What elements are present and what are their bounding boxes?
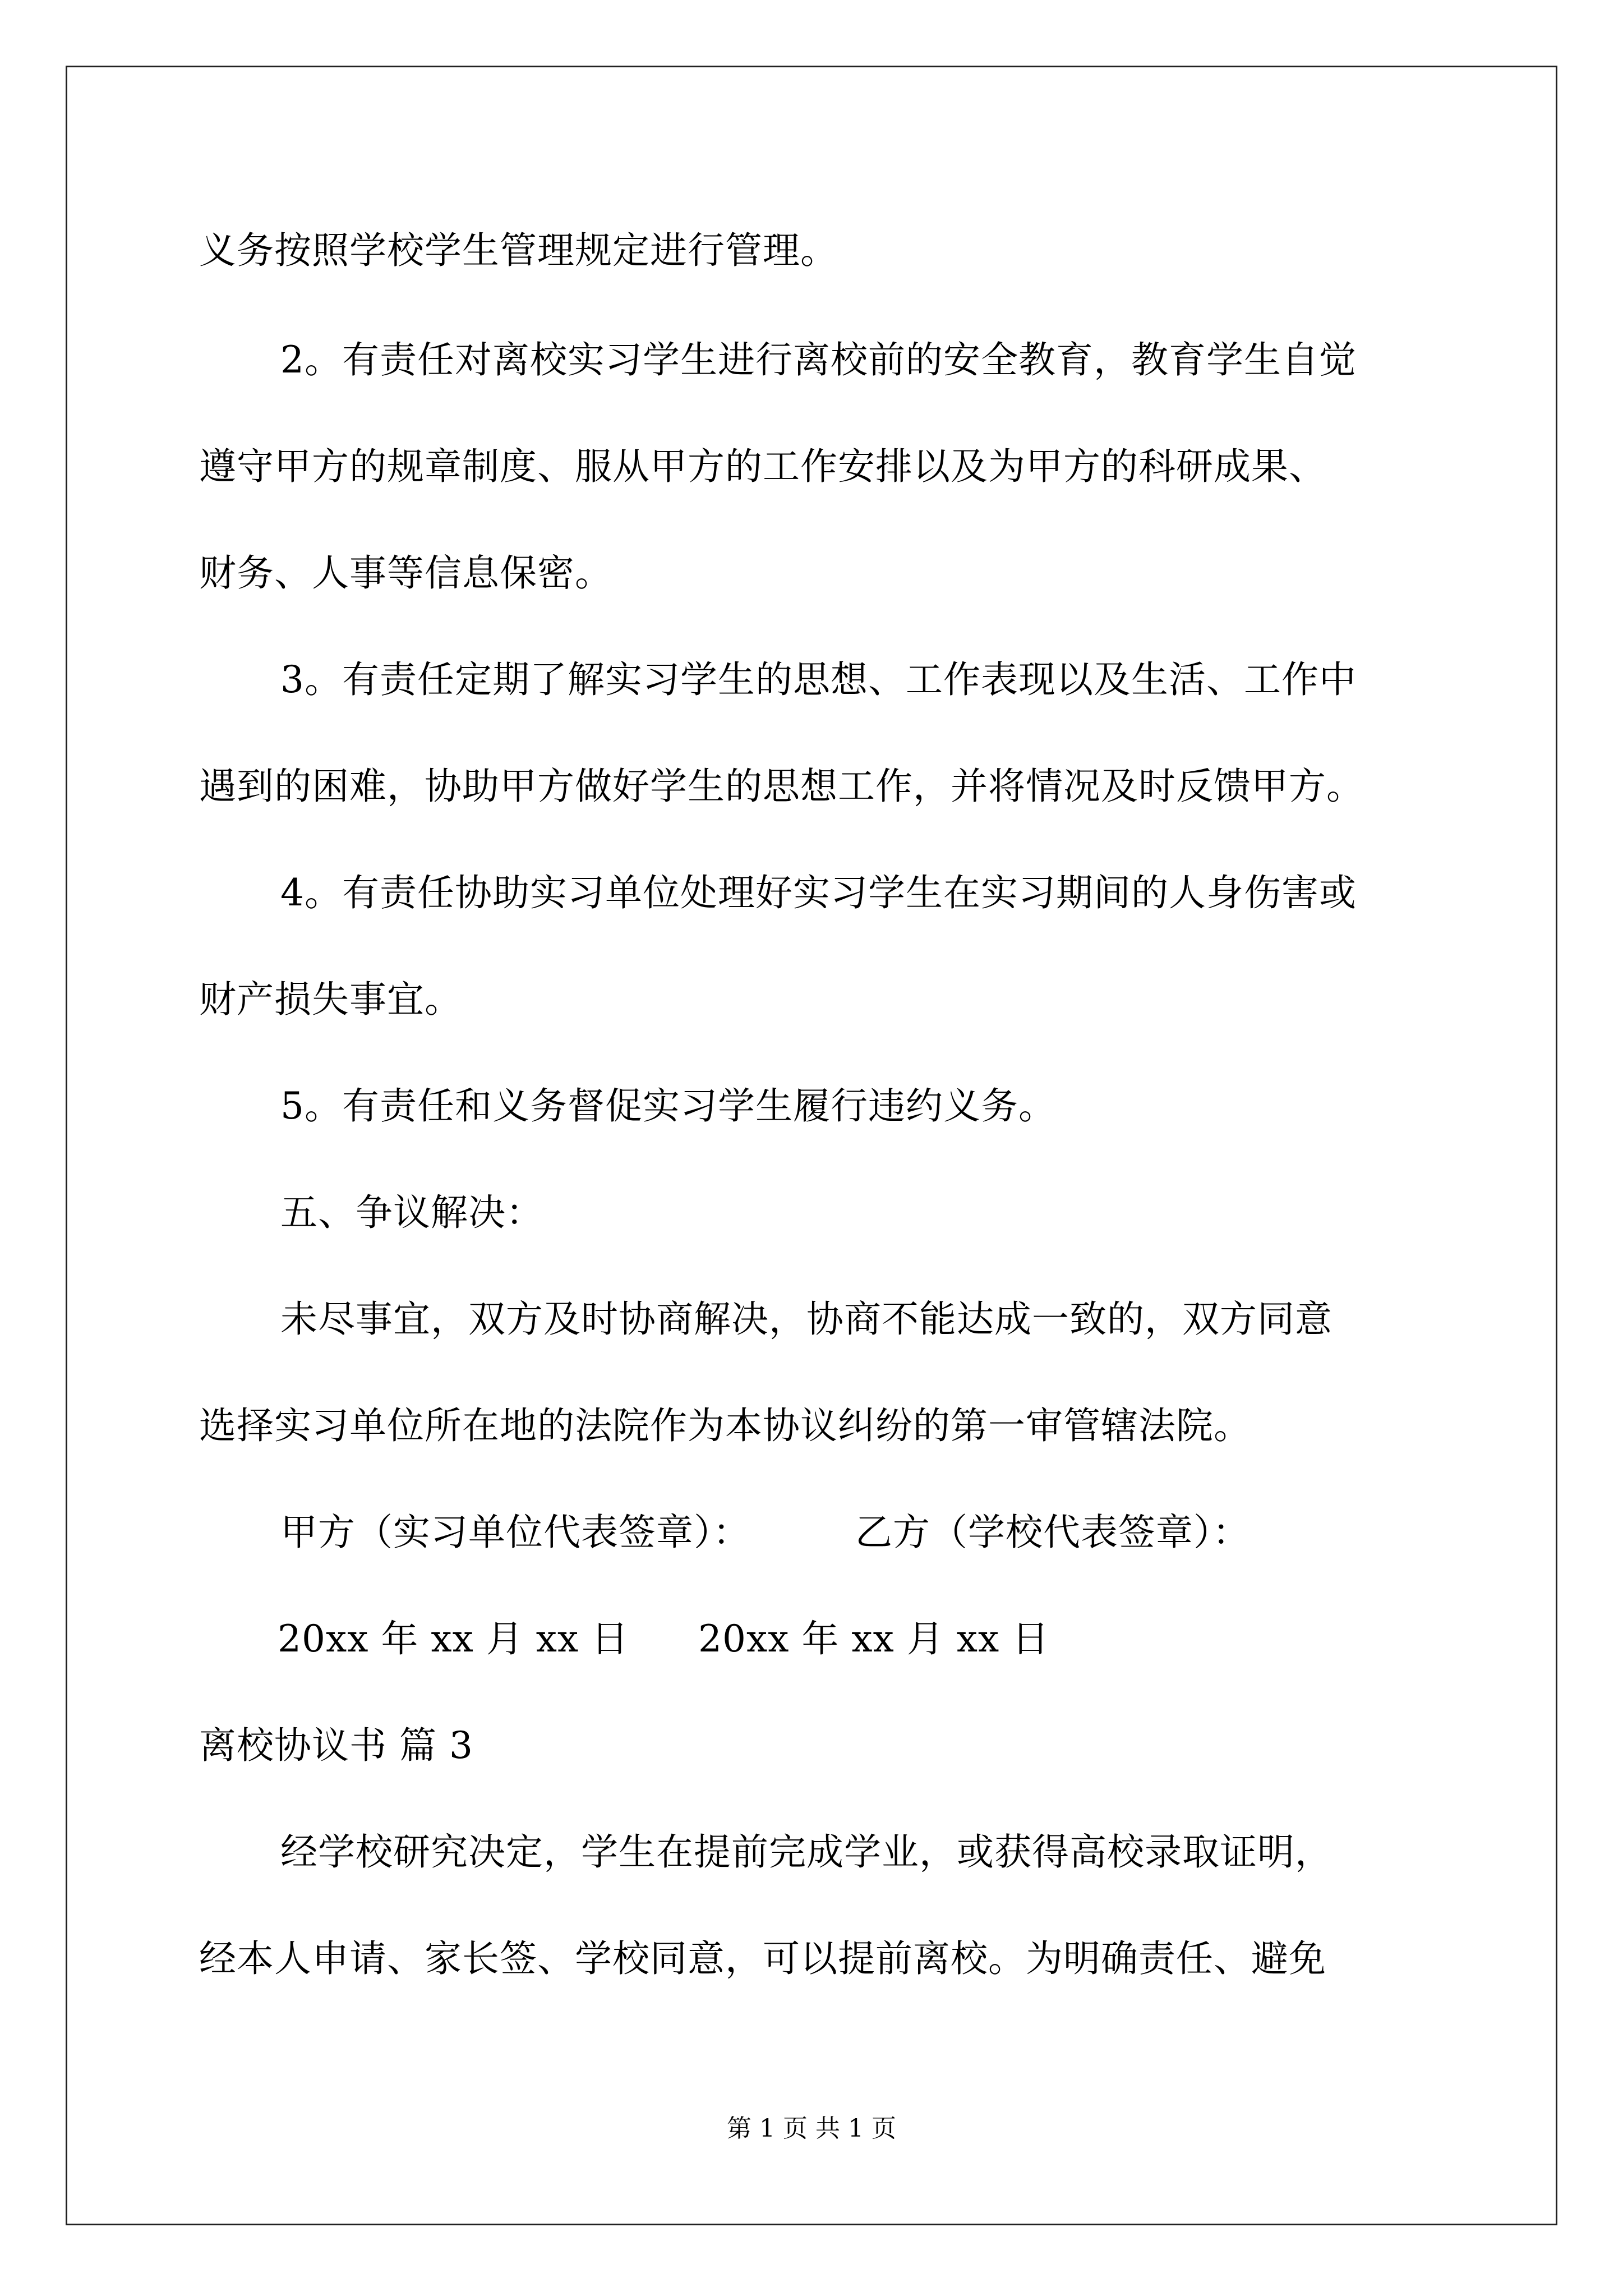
text-line: 未尽事宜，双方及时协商解决，协商不能达成一致的，双方同意 [280,1297,1332,1341]
text-line: 选择实习单位所在地的法院作为本协议纠纷的第一审管辖法院。 [199,1404,1251,1447]
party-b-date: 20xx 年 xx 月 xx 日 [698,1617,1050,1660]
party-b-signature-label: 乙方（学校代表签章）： [855,1511,1250,1554]
text-line: 经学校研究决定，学生在提前完成学业，或获得高校录取证明， [280,1830,1332,1874]
text-line: 3。有责任定期了解实习学生的思想、工作表现以及生活、工作中 [280,658,1357,701]
text-line: 财务、人事等信息保密。 [199,551,612,595]
party-a-signature-label: 甲方（实习单位代表签章）： [280,1511,750,1554]
text-line: 义务按照学校学生管理规定进行管理。 [199,229,838,272]
text-line: 5。有责任和义务督促实习学生履行违约义务。 [280,1084,1056,1128]
text-line: 遇到的困难，协助甲方做好学生的思想工作，并将情况及时反馈甲方。 [199,765,1364,808]
text-line: 4。有责任协助实习单位处理好实习学生在实习期间的人身伤害或 [280,871,1357,914]
page-number-footer: 第 1 页 共 1 页 [727,2114,896,2143]
text-line: 经本人申请、家长签、学校同意，可以提前离校。为明确责任、避免 [199,1937,1326,1980]
text-line: 财产损失事宜。 [199,978,462,1021]
page-border [66,66,1557,2225]
text-line: 2。有责任对离校实习学生进行离校前的安全教育，教育学生自觉 [280,338,1357,381]
text-line: 遵守甲方的规章制度、服从甲方的工作安排以及为甲方的科研成果、 [199,445,1326,488]
party-a-date: 20xx 年 xx 月 xx 日 [278,1617,629,1660]
document-section-title: 离校协议书 篇 3 [199,1724,473,1767]
section-heading: 五、争议解决： [280,1191,543,1234]
